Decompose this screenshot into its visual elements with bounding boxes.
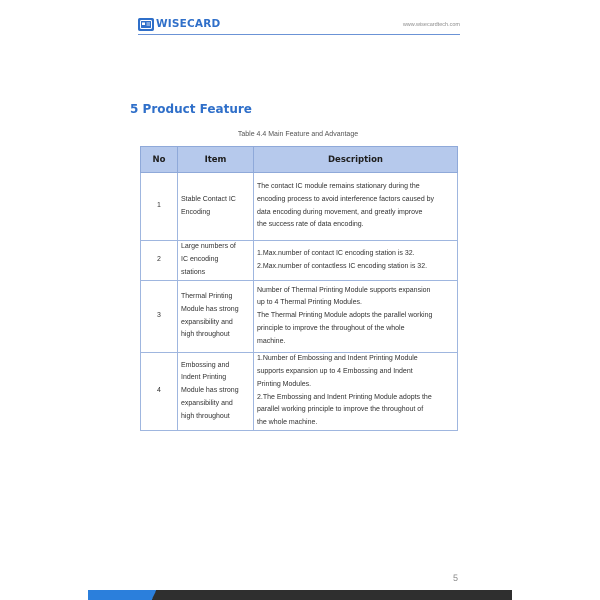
- table-header-row: [141, 147, 458, 173]
- table-caption: Table 4.4 Main Feature and Advantage: [237, 131, 359, 138]
- cell-no: 4: [141, 353, 178, 431]
- cell-description-line: the whole machine.: [257, 419, 318, 427]
- cell-item-line: stations: [181, 268, 206, 276]
- section-title: 5 Product Feature: [130, 102, 252, 116]
- cell-item: [178, 353, 254, 431]
- cell-description-line: 2.Max.number of contactless IC encoding station is 32.: [257, 262, 428, 270]
- header-description: Description: [254, 147, 458, 173]
- cell-item-line: expansibility and: [181, 318, 233, 326]
- cell-item-line: Module has strong: [181, 305, 239, 313]
- feature-table: [140, 146, 458, 431]
- header-divider: [138, 34, 460, 35]
- cell-item-line: Module has strong: [181, 387, 239, 395]
- cell-description-line: 1.Number of Embossing and Indent Printing Module: [257, 355, 418, 363]
- cell-item-line: Embossing and: [181, 361, 230, 369]
- table-body: [141, 173, 458, 431]
- company-logo: [138, 16, 220, 32]
- cell-description-line: 2.The Embossing and Indent Printing Module adopts the: [257, 393, 432, 401]
- cell-item-line: expansibility and: [181, 399, 233, 407]
- cell-description-line: supports expansion up to 4 Embossing and Indent: [257, 367, 413, 375]
- cell-item-line: Encoding: [181, 208, 211, 216]
- footer-diagonal: [148, 590, 160, 600]
- table-row: [141, 173, 458, 241]
- footer-bar: [88, 590, 512, 600]
- cell-description-line: parallel working principle to improve the throughout of: [257, 406, 424, 414]
- cell-description-line: 1.Max.number of contact IC encoding station is 32.: [257, 249, 415, 257]
- cell-description: [254, 173, 458, 241]
- cell-item-line: Thermal Printing: [181, 292, 233, 300]
- cell-description-line: principle to improve the throughout of the whole: [257, 324, 405, 332]
- cell-description-line: The Thermal Printing Module adopts the parallel working: [257, 312, 433, 320]
- logo-text: WISECARD: [156, 18, 221, 30]
- cell-item-line: Large numbers of: [181, 243, 236, 251]
- cell-item-line: high throughout: [181, 331, 230, 339]
- cell-description-line: Printing Modules.: [257, 380, 312, 388]
- cell-description-line: machine.: [257, 337, 286, 345]
- logo-card-icon: [138, 18, 154, 31]
- cell-item-line: high throughout: [181, 412, 230, 420]
- cell-item: [178, 173, 254, 241]
- cell-no: 1: [141, 173, 178, 241]
- cell-description-line: the success rate of data encoding.: [257, 221, 364, 229]
- cell-item-line: Indent Printing: [181, 374, 227, 382]
- cell-description-line: Number of Thermal Printing Module supports expansion: [257, 286, 431, 294]
- table-row: [141, 281, 458, 353]
- cell-description-line: data encoding during movement, and greatly improve: [257, 208, 423, 216]
- cell-description: [254, 353, 458, 431]
- header-item: Item: [178, 147, 254, 173]
- footer-dark-band: [160, 590, 512, 600]
- cell-description-line: up to 4 Thermal Printing Modules.: [257, 299, 362, 307]
- cell-no: 3: [141, 281, 178, 353]
- cell-no: 2: [141, 241, 178, 281]
- cell-item: [178, 281, 254, 353]
- cell-item: [178, 241, 254, 281]
- cell-description: [254, 241, 458, 281]
- cell-item-line: IC encoding: [181, 256, 219, 264]
- table-row: [141, 241, 458, 281]
- header-no: No: [141, 147, 178, 173]
- header-url: www.wisecardtech.com: [402, 22, 460, 28]
- footer-accent: [88, 590, 148, 600]
- cell-description-line: The contact IC module remains stationary during the: [257, 182, 420, 190]
- cell-description: [254, 281, 458, 353]
- table-row: [141, 353, 458, 431]
- cell-description-line: encoding process to avoid interference factors caused by: [257, 195, 435, 203]
- page-number: 5: [453, 573, 459, 583]
- cell-item-line: Stable Contact IC: [181, 195, 236, 203]
